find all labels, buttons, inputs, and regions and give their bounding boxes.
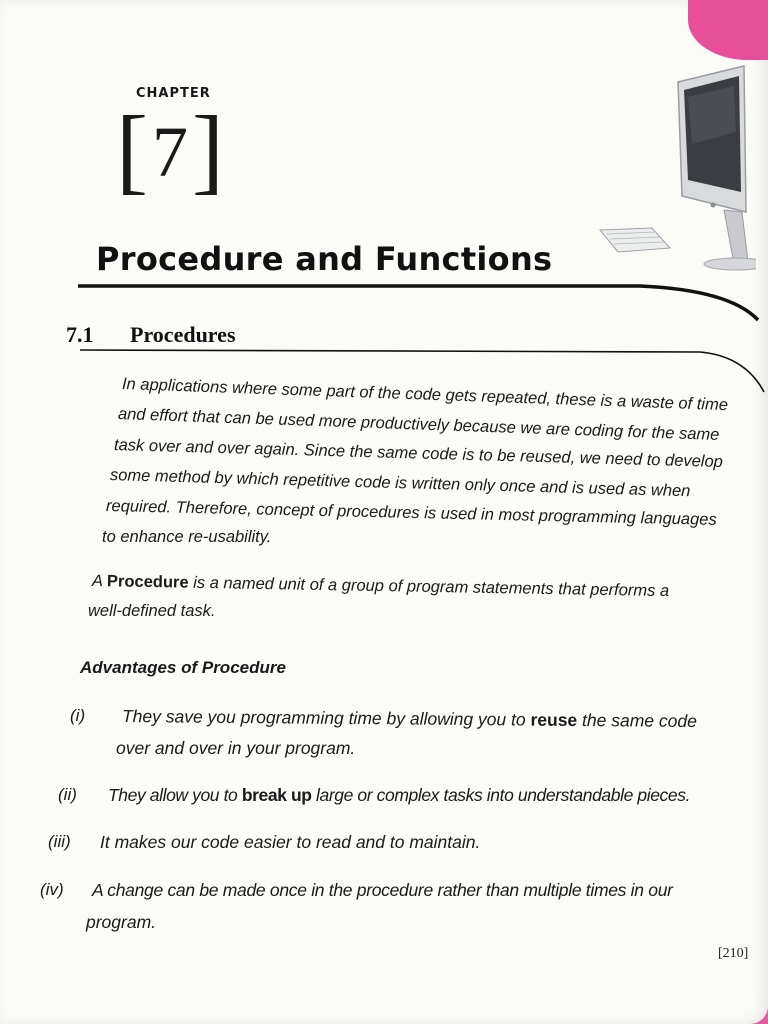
definition-term: Procedure xyxy=(106,572,189,592)
advantage-text-4: A change can be made once in the procedure rather than multiple times in our xyxy=(92,880,673,900)
advantage-1-pre: They save you programming time by allowing you to xyxy=(121,706,531,730)
section-number: 7.1 xyxy=(66,322,94,347)
intro-line-1: In applications where some part of the code gets repeated, these is a waste of time xyxy=(121,375,729,415)
definition-post: is a named unit of a group of program statements that performs a xyxy=(188,573,670,601)
advantage-label-1: (i) xyxy=(70,706,86,725)
advantage-1-post: the same code xyxy=(577,709,697,732)
page-number: [210] xyxy=(718,946,749,961)
intro-line-4: some method by which repetitive code is written only once and is used as when xyxy=(109,466,691,501)
advantage-text-4-line-2: program. xyxy=(86,912,157,932)
advantage-label-3: (iii) xyxy=(48,832,71,851)
advantage-1-bold: reuse xyxy=(530,709,578,730)
chapter-number: [7] xyxy=(116,96,224,203)
advantage-2-post: large or complex tasks into understandable pieces. xyxy=(311,785,691,805)
chapter-number-value: 7 xyxy=(151,112,188,192)
definition-line-2: well-defined task. xyxy=(88,602,216,620)
advantage-2-bold: break up xyxy=(241,785,312,805)
advantage-label-4: (iv) xyxy=(40,880,64,899)
intro-line-5: required. Therefore, concept of procedures is used in most programming languages xyxy=(105,497,717,529)
advantage-2-pre: They allow you to xyxy=(108,785,242,805)
chapter-title: Procedure and Functions xyxy=(96,240,553,278)
chapter-label: CHAPTER xyxy=(136,86,211,101)
advantage-text-1-line-2: over and over in your program. xyxy=(116,738,356,758)
section-title: Procedures xyxy=(130,322,236,347)
advantage-text-2 xyxy=(108,785,690,806)
advantages-heading: Advantages of Procedure xyxy=(80,658,286,677)
definition-pre: A xyxy=(91,572,108,591)
intro-line-6: to enhance re-usability. xyxy=(102,528,272,546)
intro-line-3: task over and over again. Since the same code is to be reused, we need to develop xyxy=(113,436,724,472)
advantage-label-2: (ii) xyxy=(58,785,77,804)
intro-line-2: and effort that can be used more productively because we are coding for the same xyxy=(117,405,720,444)
advantage-text-3: It makes our code easier to read and to maintain. xyxy=(100,832,481,852)
